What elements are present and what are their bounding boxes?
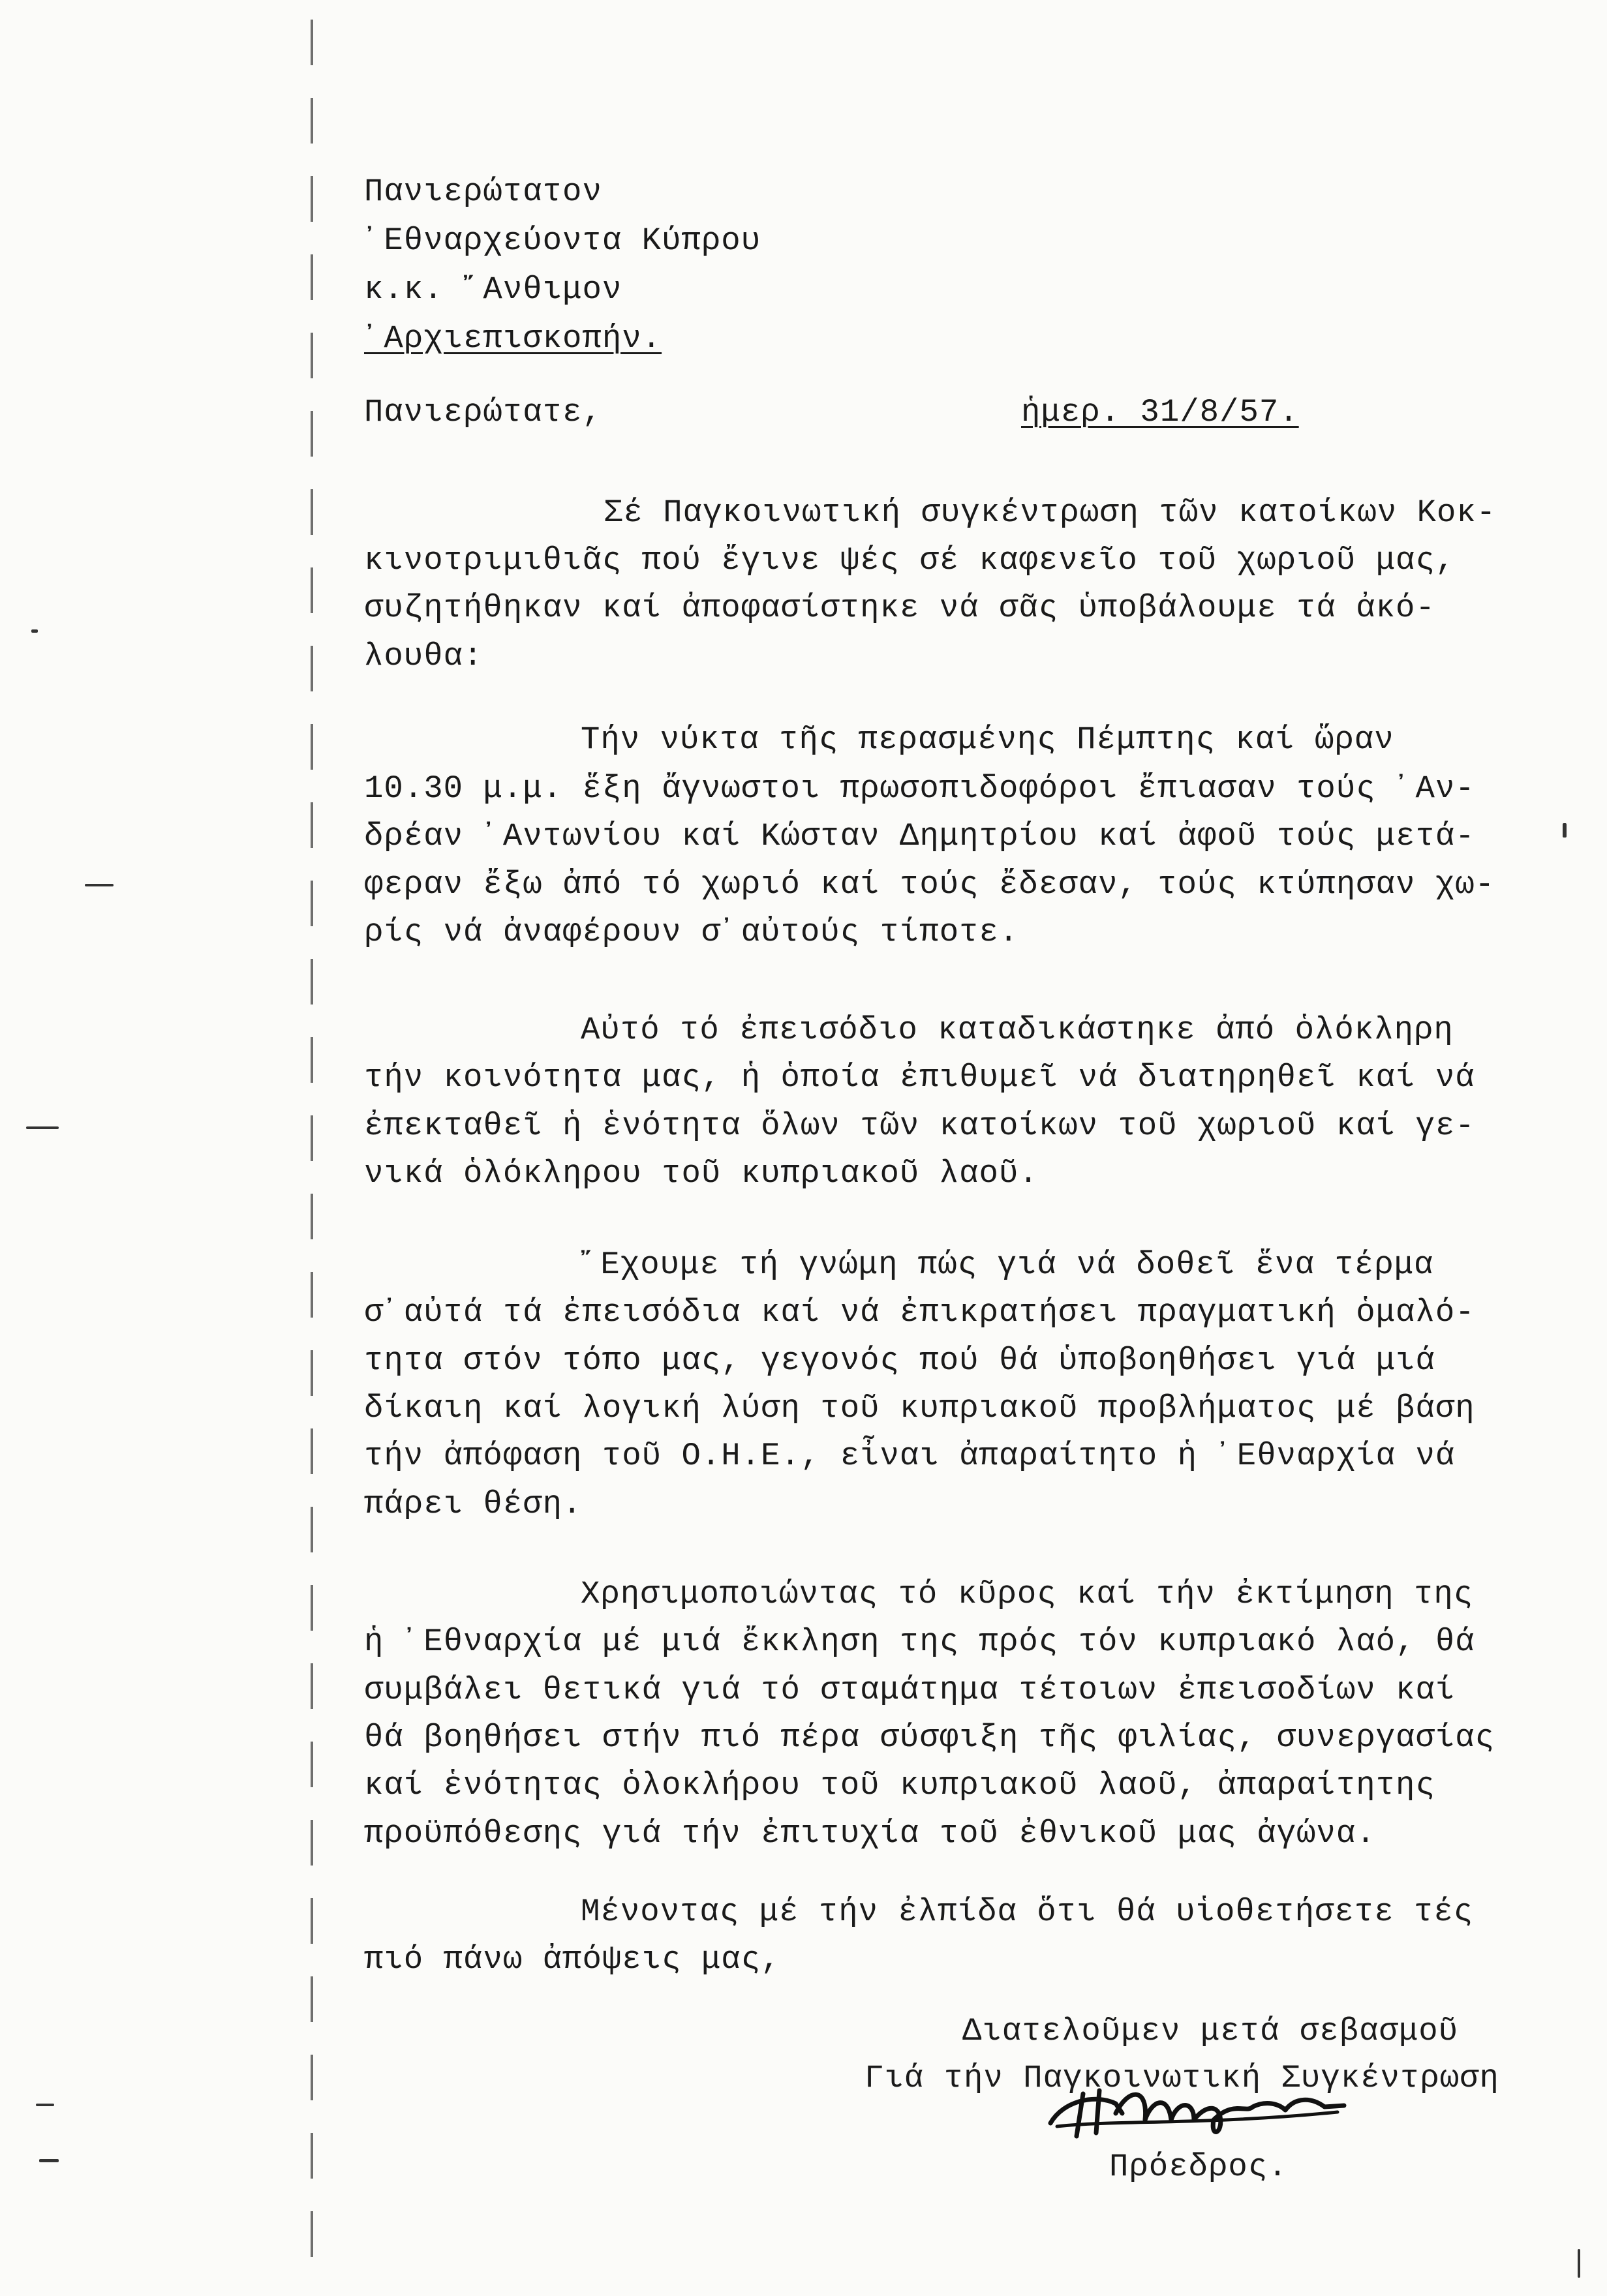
closing-line-1: Διατελοῦμεν μετά σεβασμοῦ [962,2013,1459,2049]
body-line: τητα στόν τόπο μας, γεγονός πού θά ὑποβοηθήσει γιά μιά [364,1342,1435,1379]
body-line: Αὐτό τό ἐπεισόδιο καταδικάστηκε ἀπό ὁλόκληρη [581,1012,1454,1048]
signature-title: Πρόεδρος. [1109,2149,1288,2185]
body-line: Μένοντας μέ τήν ἐλπίδα ὅτι θά υἱοθετήσετε τές [581,1894,1474,1930]
body-line: ἡ ᾿Εθναρχία μέ μιά ἔκκληση της πρός τόν κυπριακό λαό, θά [364,1624,1475,1660]
speck [1578,2249,1580,2278]
address-line-2: ᾿Εθναρχεύοντα Κύπρου [364,222,761,259]
address-line-1: Πανιερώτατον [364,174,602,210]
speck [36,2104,54,2106]
margin-line [311,20,313,2283]
body-line: τήν κοινότητα μας, ἡ ὁποία ἐπιθυμεῖ νά διατηρηθεῖ καί νά [364,1059,1475,1096]
body-line: κινοτριμιθιᾶς πού ἔγινε ψές σέ καφενεῖο τοῦ χωριοῦ μας, [364,542,1456,579]
body-line: σ᾿αὐτά τά ἐπεισόδια καί νά ἐπικρατήσει πραγματική ὁμαλό- [364,1294,1475,1331]
body-line: δίκαιη καί λογική λύση τοῦ κυπριακοῦ προβλήματος μέ βάση [364,1390,1475,1427]
speck [26,1126,59,1129]
body-line: συμβάλει θετικά γιά τό σταμάτημα τέτοιων ἐπεισοδίων καί [364,1672,1456,1708]
body-line: τήν ἀπόφαση τοῦ Ο.Η.Ε., εἶναι ἀπαραίτητο ἡ ᾿Εθναρχία νά [364,1438,1456,1474]
address-line-4: ᾿Αρχιεπισκοπήν. [364,320,662,357]
address-line-3: κ.κ. ῎Ανθιμον [364,271,622,308]
body-line: συζητήθηκαν καί ἀποφασίστηκε νά σᾶς ὑποβάλουμε τά ἀκό- [364,590,1435,626]
body-line: πάρει θέση. [364,1486,583,1522]
speck [31,629,38,633]
letter-date: ἡμερ. 31/8/57. [1021,394,1299,430]
speck [39,2159,59,2162]
body-line: Σέ Παγκοινωτική συγκέντρωση τῶν κατοίκων Κοκ- [604,494,1497,531]
speck [85,884,114,886]
salutation: Πανιερώτατε, [364,394,602,430]
body-line: θά βοηθήσει στήν πιό πέρα σύσφιξη τῆς φιλίας, συνεργασίας [364,1719,1495,1756]
handwritten-signature [1037,2074,1357,2146]
speck [1563,823,1567,838]
body-line: ρίς νά ἀναφέρουν σ᾿αὐτούς τίποτε. [364,914,1019,950]
body-line: νικά ὁλόκληρου τοῦ κυπριακοῦ λαοῦ. [364,1155,1039,1192]
body-line: φεραν ἔξω ἀπό τό χωριό καί τούς ἔδεσαν, τούς κτύπησαν χω- [364,866,1495,903]
closing-line-2: Γιά τήν Παγκοινωτική Συγκέντρωση [865,2060,1499,2096]
body-line: δρέαν ᾿Αντωνίου καί Κώσταν Δημητρίου καί ἀφοῦ τούς μετά- [364,818,1475,854]
body-line: καί ἑνότητας ὁλοκλήρου τοῦ κυπριακοῦ λαοῦ, ἀπαραίτητης [364,1767,1435,1804]
body-line: ῎Εχουμε τή γνώμη πώς γιά νά δοθεῖ ἕνα τέρμα [581,1246,1434,1283]
body-line: λουθα: [364,638,483,674]
body-line: 10.30 μ.μ. ἕξη ἄγνωστοι πρωσοπιδοφόροι ἔπιασαν τούς ᾿Αν- [364,770,1475,807]
body-line: Τήν νύκτα τῆς περασμένης Πέμπτης καί ὥραν [581,721,1394,758]
body-line: προϋπόθεσης γιά τήν ἐπιτυχία τοῦ ἐθνικοῦ μας ἀγώνα. [364,1815,1376,1852]
body-line: Χρησιμοποιώντας τό κῦρος καί τήν ἐκτίμηση της [581,1576,1474,1612]
body-line: ἐπεκταθεῖ ἡ ἑνότητα ὅλων τῶν κατοίκων τοῦ χωριοῦ καί γε- [364,1108,1475,1144]
body-line: πιό πάνω ἀπόψεις μας, [364,1941,781,1978]
